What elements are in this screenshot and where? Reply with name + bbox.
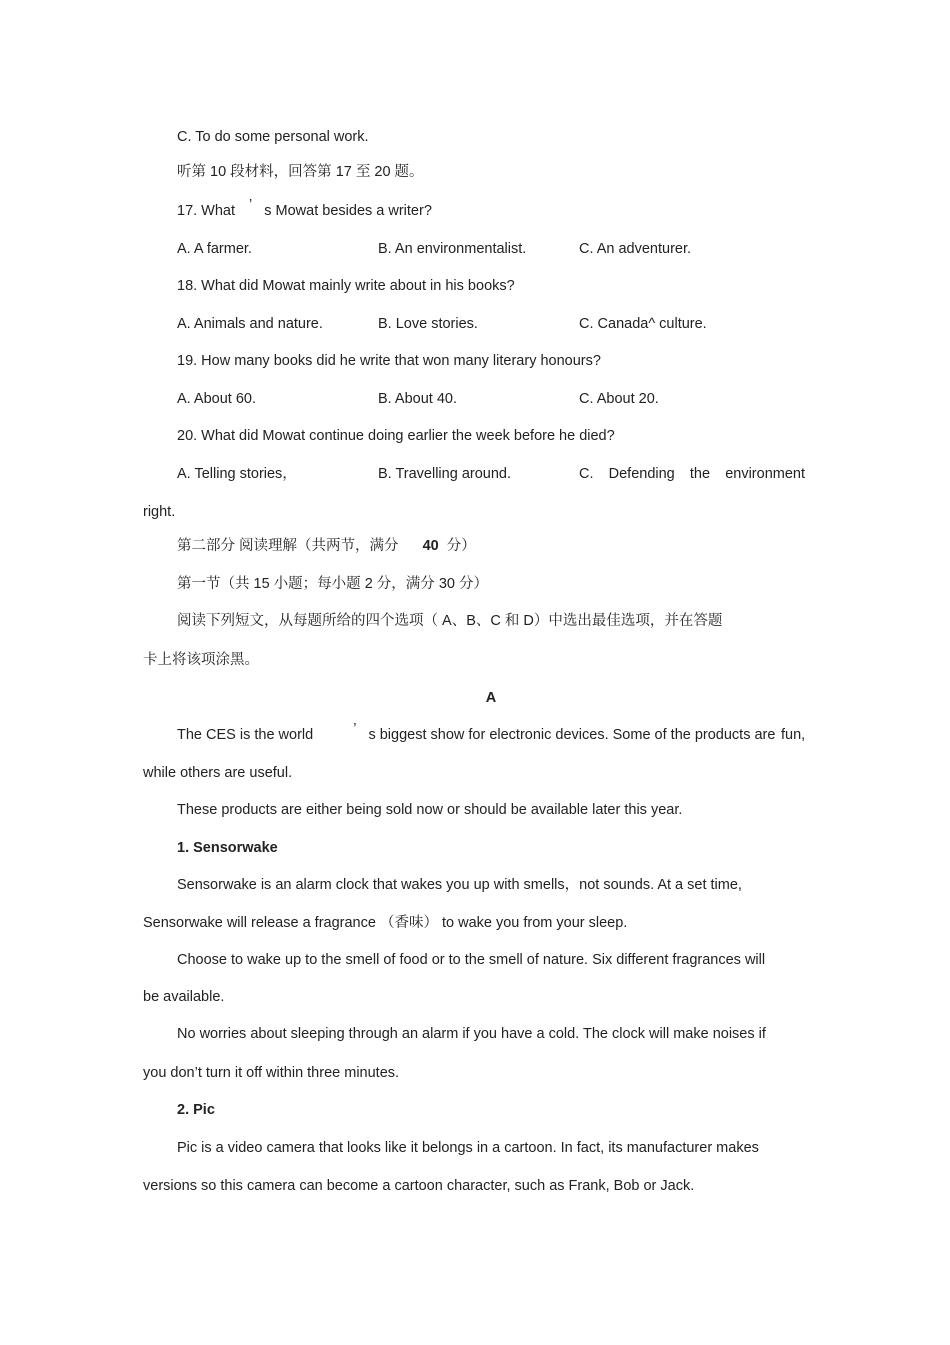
q20-option-a: A. Telling stories， [177, 466, 297, 482]
question-18: 18. What did Mowat mainly write about in his books? [177, 278, 515, 294]
passage-paragraph-1-end: fun, [781, 727, 806, 743]
option-c-line: C. To do some personal work. [177, 129, 369, 145]
section-one-heading: 第一节（共 15 小题；每小题 2 分，满分 30 分） [177, 576, 488, 592]
q20-option-b: B. Travelling around. [378, 466, 511, 482]
question-19: 19. How many books did he write that won many literary honours? [177, 353, 601, 369]
q18-option-c: C. Canada^ culture. [579, 316, 707, 332]
sensorwake-paragraph-1-continued: Sensorwake will release a fragrance （香味） to wake you from your sleep. [143, 915, 628, 931]
passage-paragraph-2: These products are either being sold now or should be available later this year. [177, 802, 683, 818]
part-two-heading: 第二部分 阅读理解（共两节，满分 40 分） [177, 538, 476, 554]
q19-option-b: B. About 40. [378, 391, 458, 407]
q17-option-c: C. An adventurer. [579, 241, 692, 257]
passage-heading-a: A [485, 690, 497, 706]
q17-option-b: B. An environmentalist. [378, 241, 527, 257]
sensorwake-paragraph-1: Sensorwake is an alarm clock that wakes you up with smells，not sounds. At a set time, [177, 877, 742, 893]
reading-instruction: 阅读下列短文，从每题所给的四个选项（ A、B、C 和 D）中选出最佳选项，并在答题 [177, 613, 723, 629]
q19-option-c: C. About 20. [579, 391, 659, 407]
pic-paragraph-1-continued: versions so this camera can become a cartoon character, such as Frank, Bob or Jack. [143, 1178, 695, 1194]
pic-paragraph-1: Pic is a video camera that looks like it belongs in a cartoon. In fact, its manufacturer makes [177, 1140, 759, 1156]
sensorwake-paragraph-3-continued: you don’t turn it off within three minutes. [143, 1065, 400, 1081]
q20-option-c: C. Defending the environment [579, 466, 805, 482]
q18-option-b: B. Love stories. [378, 316, 478, 332]
sensorwake-paragraph-2-continued: be available. [143, 989, 225, 1005]
q19-option-a: A. About 60. [177, 391, 257, 407]
question-20: 20. What did Mowat continue doing earlier the week before he died? [177, 428, 615, 444]
reading-instruction-continued: 卡上将该项涂黑。 [143, 652, 259, 668]
sensorwake-paragraph-3: No worries about sleeping through an alarm if you have a cold. The clock will make noises if [177, 1026, 766, 1042]
q20-option-c-continued: right. [143, 504, 176, 520]
listening-instruction: 听第 10 段材料，回答第 17 至 20 题。 [177, 164, 424, 180]
product-heading-sensorwake: 1. Sensorwake [177, 840, 278, 856]
q18-option-a: A. Animals and nature. [177, 316, 323, 332]
question-17: 17. What ’ s Mowat besides a writer? [177, 197, 432, 219]
product-heading-pic: 2. Pic [177, 1102, 215, 1118]
q17-option-a: A. A farmer. [177, 241, 252, 257]
sensorwake-paragraph-2: Choose to wake up to the smell of food or to the smell of nature. Six different fragrances will [177, 952, 766, 968]
passage-paragraph-1-continued: while others are useful. [143, 765, 293, 781]
passage-paragraph-1: The CES is the world ’ s biggest show for electronic devices. Some of the products are [177, 721, 776, 743]
